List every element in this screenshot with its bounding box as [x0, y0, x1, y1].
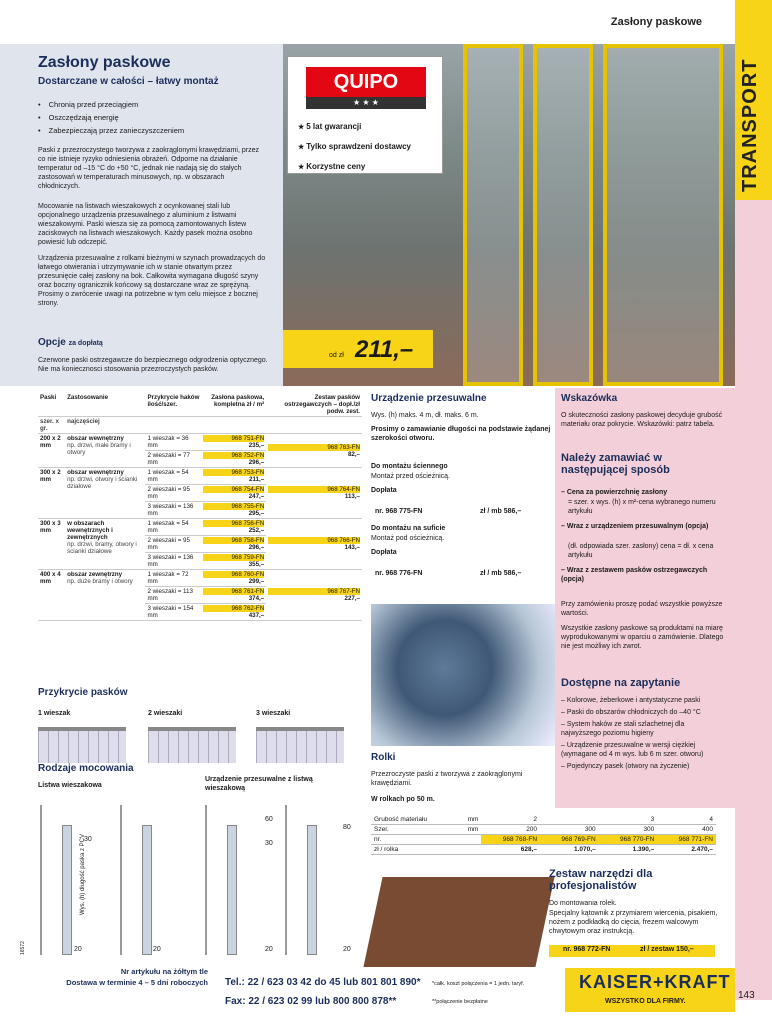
- price-table: [38, 393, 362, 621]
- table-row: [38, 468, 362, 485]
- price: 235,–: [248, 442, 265, 449]
- curtain-price-cell: [201, 434, 266, 451]
- covering-1-figure: [38, 727, 126, 763]
- rolls-photo: [371, 604, 555, 746]
- brand-slogan: WSZYSTKO DLA FIRMY.: [605, 998, 686, 1005]
- table-cell: 300: [599, 825, 658, 835]
- col-header: Przykrycie haków ilość/szer.: [145, 393, 201, 417]
- price-tag: [283, 330, 433, 368]
- brand-logo: [565, 968, 735, 1012]
- application-sub: np. drzwi, małe bramy i otwory: [67, 442, 131, 456]
- curtain-price-cell: [201, 536, 266, 553]
- order-note: Wszystkie zasłony paskowe są produktami na miarę wyprodukowanymi w oparciu o zamówienie. Dlatego nie jest możliwy ich zwrot.: [561, 625, 724, 650]
- order-step-note: = szer. x wys. (h) x m²-cena wybranego numeru artykułu: [568, 499, 716, 515]
- price-cell: 2.470,–: [657, 845, 716, 855]
- on-request-list: [561, 696, 726, 771]
- application-cell: [65, 570, 145, 621]
- ceiling-mount-price: zł / mb 586,–: [480, 570, 522, 577]
- article-number: 968 754-FN: [203, 486, 264, 493]
- application-cell: [65, 519, 145, 570]
- options-heading: [38, 337, 103, 348]
- curtain-price-cell: [201, 451, 266, 468]
- order-step: – Wraz z urządzeniem przesuwalnym (opcja): [561, 523, 709, 530]
- covering-2-figure: [148, 727, 236, 763]
- tip-title: Wskazówka: [561, 393, 618, 404]
- product-title: Zasłony paskowe: [38, 54, 171, 71]
- article-number: 968 753-FN: [203, 469, 264, 476]
- article-number: 968 764-FN: [268, 486, 360, 493]
- page-number: 143: [738, 990, 755, 1001]
- article-number: 968 759-FN: [203, 554, 264, 561]
- hook-cover: 3 wieszaki = 136 mm: [145, 553, 201, 570]
- table-subheader-row: [38, 417, 362, 434]
- table-row: [371, 815, 716, 825]
- sliding-spec: Wys. (h) maks. 4 m, dł. maks. 6 m.: [371, 412, 479, 419]
- hook-cover: 2 wieszaki = 95 mm: [145, 485, 201, 502]
- price-prefix: od zł: [329, 352, 344, 359]
- table-row: [371, 825, 716, 835]
- options-note: za dopłatą: [68, 340, 103, 347]
- sliding-title: Urządzenie przesuwalne: [371, 393, 487, 404]
- article-number: 968 755-FN: [203, 503, 264, 510]
- mounting-a-label: Listwa wieszakowa: [38, 782, 102, 789]
- price-cell: 628,–: [481, 845, 540, 855]
- table-cell: [540, 815, 599, 825]
- table-row: [38, 570, 362, 587]
- application-sub: np. duże bramy i otwory: [67, 578, 133, 585]
- mounting-drawings: [40, 805, 360, 960]
- toolkit-price: zł / zestaw 150,–: [640, 946, 694, 953]
- feature-item: • Zabezpieczają przez zanieczyszczeniem: [38, 124, 278, 137]
- col-header: Paski: [38, 393, 65, 417]
- price: 295,–: [248, 510, 265, 517]
- hook-cover: 1 wieszak = 54 mm: [145, 519, 201, 536]
- strip-size: 200 x 2 mm: [38, 434, 65, 468]
- article-number: 968 752-FN: [203, 452, 264, 459]
- curtain-price-cell: [201, 485, 266, 502]
- article-number: 968 768-FN: [481, 835, 540, 845]
- rolls-title: Rolki: [371, 752, 396, 763]
- application-sub: np. drzwi, bramy, otwory i ścianki działowe: [67, 541, 137, 555]
- col-header: Zasłona paskowa, kompletna zł / m²: [201, 393, 266, 417]
- hook-cover: 1 wieszak = 72 mm: [145, 570, 201, 587]
- covering-label: 2 wieszaki: [148, 710, 183, 717]
- strip-size: 400 x 4 mm: [38, 570, 65, 621]
- price: 113,–: [344, 493, 360, 500]
- price: 437,–: [248, 612, 265, 619]
- covering-label: 3 wieszaki: [256, 710, 291, 717]
- feature-list: [38, 98, 278, 137]
- curtain-price-cell: [201, 604, 266, 621]
- table-row: [371, 845, 716, 855]
- article-number: 968 770-FN: [599, 835, 658, 845]
- curtain-frame: [463, 44, 523, 386]
- star-rating: ★ ★ ★: [306, 97, 426, 109]
- wall-mount-price: zł / mb 586,–: [480, 508, 522, 515]
- delivery-line: Nr artykułu na żółtym tle: [120, 967, 208, 976]
- table-cell: Grubość materiału: [371, 815, 457, 825]
- sliding-note: Prosimy o zamawianie długości na podstawie żądanej szerokości otworu.: [371, 426, 551, 442]
- ceiling-mount-surcharge: Dopłata: [371, 549, 397, 556]
- table-cell: nr.: [371, 835, 457, 845]
- col-subheader: najczęściej: [65, 417, 145, 434]
- warning-set-cell: [266, 570, 362, 621]
- delivery-note: [28, 966, 208, 998]
- table-cell: mm: [457, 815, 481, 825]
- quipo-item: ★ Korzystne ceny: [298, 157, 411, 177]
- article-number: 968 762-FN: [203, 605, 264, 612]
- product-subtitle: Dostarczane w całości – łatwy montaż: [38, 76, 219, 87]
- toolkit-text: Specjalny kątownik z przymiarem wiercenia, pisakiem, nożem z podkładką do cięcia, frezem walcowym chwytowym oraz instrukcją.: [549, 910, 718, 935]
- table-cell: 3: [599, 815, 658, 825]
- table-row: [38, 434, 362, 451]
- rolls-text: Przezroczyste paski z tworzywa z zaokrąglonymi krawędziami.: [371, 771, 523, 787]
- hook-cover: 3 wieszaki = 136 mm: [145, 502, 201, 519]
- mount-drawing: [40, 805, 110, 955]
- table-cell: 4: [657, 815, 716, 825]
- feature-item: • Oszczędzają energię: [38, 111, 278, 124]
- covering-title: Przykrycie pasków: [38, 687, 128, 698]
- price: 247,–: [248, 493, 265, 500]
- wall-mount-sub: Montaż przed ościeżnicą.: [371, 473, 450, 480]
- article-number: 968 767-FN: [268, 588, 360, 595]
- price: 143,–: [344, 544, 360, 551]
- col-subheader: szer. x gr.: [38, 417, 65, 434]
- table-cell: Szer.: [371, 825, 457, 835]
- table-header-row: [38, 393, 362, 417]
- delivery-line: Dostawa w terminie 4 – 5 dni roboczych: [66, 978, 208, 987]
- article-number: 968 760-FN: [203, 571, 264, 578]
- quipo-logo: QUIPO: [306, 67, 426, 97]
- covering-figures: [38, 710, 363, 763]
- order-step-note: (dł. odpowiada szer. zasłony) cena = dł. x cena artykułu: [568, 543, 714, 559]
- strip-size: 300 x 3 mm: [38, 519, 65, 570]
- curtain-price-cell: [201, 468, 266, 485]
- col-header: Zastosowanie: [65, 393, 145, 417]
- list-item: – Paski do obszarów chłodniczych do –40 °C: [561, 709, 701, 716]
- options-title: Opcje: [38, 337, 66, 348]
- quipo-badge: [287, 56, 443, 174]
- dim-label: 20: [153, 946, 161, 953]
- warning-set-cell: [266, 519, 362, 570]
- category-tab-label: TRANSPORT: [739, 58, 761, 192]
- article-number: 968 763-FN: [268, 444, 360, 451]
- mount-drawing: [205, 805, 275, 955]
- table-cell: 2: [481, 815, 540, 825]
- curtain-price-cell: [201, 519, 266, 536]
- curtain-price-cell: [201, 553, 266, 570]
- figure-code: 16572: [20, 941, 26, 955]
- strip-size: 300 x 2 mm: [38, 468, 65, 519]
- order-step: – Cena za powierzchnię zasłony: [561, 489, 668, 496]
- table-cell: 200: [481, 825, 540, 835]
- price-value: 211,–: [355, 336, 414, 363]
- list-item: – Kolorowe, żeberkowe i antystatyczne paski: [561, 697, 701, 704]
- ceiling-mount-nr: nr. 968 776-FN: [375, 570, 423, 577]
- table-row: [38, 519, 362, 536]
- dim-label: 60: [265, 816, 273, 823]
- article-number: 968 756-FN: [203, 520, 264, 527]
- price: 296,–: [248, 544, 265, 551]
- ceiling-mount-title: Do montażu na suficie: [371, 525, 446, 532]
- article-number: 968 769-FN: [540, 835, 599, 845]
- application-sub: np. drzwi, otwory i ścianki działowe: [67, 476, 138, 490]
- tariff-note: *całk. koszt połączenia = 1 jedn. taryf.: [432, 981, 525, 987]
- toolkit-sub: Do montowania rolek.: [549, 900, 617, 907]
- curtain-frame: [603, 44, 723, 386]
- intro-panel: [0, 44, 283, 386]
- on-request-title: Dostępne na zapytanie: [561, 677, 681, 689]
- side-strip: [735, 200, 772, 1000]
- quipo-item: ★ 5 lat gwarancji: [298, 117, 411, 137]
- hook-cover: 1 wieszak = 54 mm: [145, 468, 201, 485]
- toolkit-title: Zestaw narzędzi dla profesjonalistów: [549, 868, 653, 892]
- quipo-item: ★ Tylko sprawdzeni dostawcy: [298, 137, 411, 157]
- dim-label: 20: [265, 946, 273, 953]
- table-cell: 300: [540, 825, 599, 835]
- order-title: Należy zamawiać w następującej sposób: [561, 452, 670, 476]
- table-cell: mm: [457, 825, 481, 835]
- application-cell: [65, 434, 145, 468]
- wall-mount-nr: nr. 968 775-FN: [375, 508, 423, 515]
- article-number: 968 766-FN: [268, 537, 360, 544]
- wall-mount-surcharge: Dopłata: [371, 487, 397, 494]
- covering-3-figure: [256, 727, 344, 763]
- free-call-note: **połączenie bezpłatne: [432, 999, 488, 1005]
- rolls-length: W rolkach po 50 m.: [371, 796, 435, 803]
- col-header: Zestaw pasków ostrzegawczych – dopł./zł podw. zest.: [266, 393, 362, 417]
- application-cell: [65, 468, 145, 519]
- options-text: Czerwone paski ostrzegawcze do bezpiecznego odgrodzenia optycznego. Nie ma koniecznosci stosowania przezroczystych pasków.: [38, 357, 268, 373]
- section-title: Zasłony paskowe: [610, 16, 702, 28]
- category-tab[interactable]: [735, 0, 772, 200]
- hook-cover: 1 wieszak = 36 mm: [145, 434, 201, 451]
- hook-cover: 2 wieszaki = 95 mm: [145, 536, 201, 553]
- application: w obszarach wewnętrznych i zewnętrznych: [67, 520, 113, 541]
- table-row: [371, 835, 716, 845]
- hook-cover: 3 wieszaki = 154 mm: [145, 604, 201, 621]
- covering-label: 1 wieszak: [38, 710, 71, 717]
- rolls-table: [371, 815, 716, 855]
- article-number: 968 761-FN: [203, 588, 264, 595]
- dim-label: 20: [74, 946, 82, 953]
- toolkit-photo: [363, 877, 554, 967]
- list-item: – System haków ze stali szlachetnej dla najwyższego poziomu higieny: [561, 721, 685, 737]
- toolkit-nr: nr. 968 772-FN: [549, 945, 715, 957]
- table-cell: 400: [657, 825, 716, 835]
- list-item: – Urządzenie przesuwalne w wersji ciężkiej (wymagane od 4 m wys. lub 6 m szer. otworu): [561, 742, 704, 758]
- price: 227,–: [344, 595, 360, 602]
- desc-paragraph: Paski z przezroczystego tworzywa z zaokrąglonymi krawędziami, przez co nie istnieje ryzyko odniesienia obrażeń. Odporne na działanie temperatur od –15 °C do +50 °C, jednak nie nadają się do stałych zastosowań w temperaturach minusowych, np. w obszarach chłodniczych.: [38, 147, 259, 190]
- price-cell: 1.390,–: [599, 845, 658, 855]
- dim-label: 20: [343, 946, 351, 953]
- price: 355,–: [248, 561, 265, 568]
- mounting-b-label: Urządzenie przesuwalne z listwą wieszakową: [205, 776, 313, 792]
- article-number: 968 751-FN: [203, 435, 264, 442]
- list-item: – Pojedynczy pasek (otwory na życzenie): [561, 763, 690, 770]
- hook-cover: 2 wieszaki = 77 mm: [145, 451, 201, 468]
- article-number: 968 758-FN: [203, 537, 264, 544]
- ceiling-mount-sub: Montaż pod ościeżnicą.: [371, 535, 445, 542]
- curtain-price-cell: [201, 587, 266, 604]
- curtain-price-cell: [201, 570, 266, 587]
- order-step: – Wraz z zestawem pasków ostrzegawczych (opcja): [561, 567, 708, 583]
- dim-label: 30: [84, 836, 92, 843]
- price: 296,–: [248, 459, 265, 466]
- price: 211,–: [249, 476, 265, 483]
- mounting-title: Rodzaje mocowania: [38, 763, 134, 774]
- dim-label: 30: [265, 840, 273, 847]
- article-number: 968 771-FN: [657, 835, 716, 845]
- application: obszar zewnętrzny: [67, 571, 123, 578]
- application: obszar wewnętrzny: [67, 469, 124, 476]
- warning-set-cell: [266, 434, 362, 468]
- application: obszar wewnętrzny: [67, 435, 124, 442]
- hook-cover: 2 wieszaki = 113 mm: [145, 587, 201, 604]
- tip-text: O skuteczności zasłony paskowej decyduje grubość materiału oraz pokrycie. Wskazówki: patrz tabela.: [561, 412, 723, 428]
- price: 374,–: [248, 595, 265, 602]
- desc-paragraph: Mocowanie na listwach wieszakowych z ocynkowanej stali lub opcjonalnego urządzenia przesuwalnego z aluminium z listwami wieszakowymi. Paski wiesza się za pomocą zamontowanych listew zaciskowych na listwach wieszakowych. Każdy pasek można osobno powiesić lub odczepić.: [38, 203, 253, 246]
- mount-drawing: [120, 805, 190, 955]
- price: 82,–: [347, 450, 360, 458]
- order-note: Przy zamówieniu proszę podać wszystkie powyższe wartości.: [561, 601, 723, 617]
- wall-mount-title: Do montażu ściennego: [371, 463, 448, 470]
- warning-set-cell: [266, 468, 362, 519]
- price: 299,–: [248, 578, 265, 585]
- brand-name: KAISER+KRAFT: [579, 972, 731, 992]
- curtain-price-cell: [201, 502, 266, 519]
- feature-item: • Chronią przed przeciągiem: [38, 98, 278, 111]
- height-label: Wys. (h) długość paska z PCV: [80, 834, 86, 915]
- price-cell: 1.070,–: [540, 845, 599, 855]
- curtain-frame: [533, 44, 593, 386]
- dim-label: 80: [343, 824, 351, 831]
- desc-paragraph: Urządzenia przesuwalne z rolkami bieżnymi w szynach prowadzących do łatwego otwierania i utrzymywanie ich w stanie otwartym przez przesunięcie całej zasłony na bok. Całkowita wymagana długość szyny oraz boczny ogranicznik końcowy są dostarczane wraz ze sprężyną. Prosimy o zwrócenie uwagi na potrzebne w tym celu miejsce z bocznej strony.: [38, 255, 266, 307]
- quipo-list: [298, 117, 411, 177]
- price: 252,–: [248, 527, 265, 534]
- fax-line[interactable]: Fax: 22 / 623 02 99 lub 800 800 878**: [225, 996, 397, 1007]
- phone-line[interactable]: Tel.: 22 / 623 03 42 do 45 lub 801 801 890*: [225, 977, 421, 988]
- table-cell: zł / rolka: [371, 845, 457, 855]
